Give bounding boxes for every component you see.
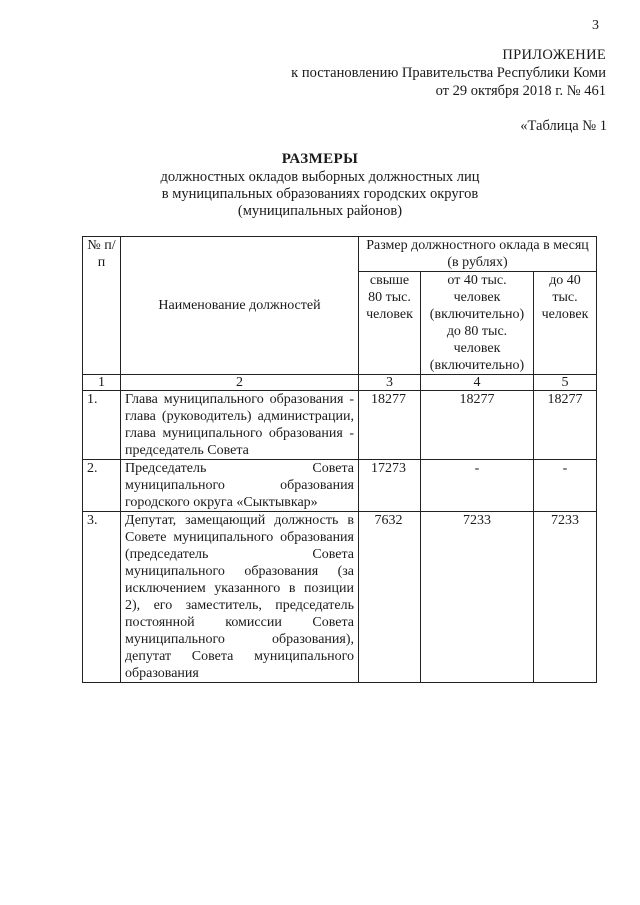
heading-title: РАЗМЕРЫ	[281, 151, 359, 167]
row-position-name: Депутат, замещающий должность в Совете муниципального образования (председатель Совета муниципального образования (за исключением указанного в позиции 2), его заместитель, председатель постоянной комиссии Совета муниципального образования), депутат Совета муниципального образования	[121, 512, 359, 683]
header-name: Наименование должностей	[121, 237, 359, 375]
document-heading	[0, 150, 640, 220]
appendix-line-2: от 29 октября 2018 г. № 461	[435, 83, 606, 99]
row-value-over-80: 7632	[359, 512, 421, 683]
header-over-80: свыше 80 тыс. человек	[359, 272, 421, 375]
table-row	[83, 460, 597, 512]
appendix-line-1: к постановлению Правительства Республики Коми	[291, 65, 606, 81]
heading-line-3: (муниципальных районов)	[237, 203, 403, 219]
index-cell: 2	[121, 375, 359, 391]
row-value-under-40: 18277	[534, 391, 597, 460]
table-header-row	[83, 237, 597, 272]
row-value-40-80: 7233	[421, 512, 534, 683]
page-number: 3	[592, 18, 599, 33]
appendix-block	[291, 46, 606, 100]
table-reference: «Таблица № 1	[520, 118, 607, 134]
row-number: 1.	[83, 391, 121, 460]
heading-line-1: должностных окладов выборных должностных лиц	[160, 169, 480, 185]
row-number: 2.	[83, 460, 121, 512]
index-cell: 4	[421, 375, 534, 391]
header-num: № п/п	[83, 237, 121, 375]
row-value-40-80: -	[421, 460, 534, 512]
row-value-under-40: 7233	[534, 512, 597, 683]
row-position-name: Председатель Совета муниципального образования городского округа «Сыктывкар»	[121, 460, 359, 512]
row-value-over-80: 18277	[359, 391, 421, 460]
salary-table	[82, 236, 597, 683]
row-value-40-80: 18277	[421, 391, 534, 460]
table-row	[83, 512, 597, 683]
header-under-40: до 40 тыс. человек	[534, 272, 597, 375]
row-value-over-80: 17273	[359, 460, 421, 512]
index-cell: 3	[359, 375, 421, 391]
heading-line-2: в муниципальных образованиях городских округов	[161, 186, 479, 202]
header-size-group: Размер должностного оклада в месяц (в рублях)	[359, 237, 597, 272]
table-row	[83, 391, 597, 460]
row-value-under-40: -	[534, 460, 597, 512]
row-position-name: Глава муниципального образования - глава (руководитель) администрации, глава муниципального образования - председатель Совета	[121, 391, 359, 460]
header-40-80: от 40 тыс. человек (включительно) до 80 тыс. человек (включительно)	[421, 272, 534, 375]
table-index-row	[83, 375, 597, 391]
index-cell: 1	[83, 375, 121, 391]
index-cell: 5	[534, 375, 597, 391]
row-number: 3.	[83, 512, 121, 683]
appendix-title: ПРИЛОЖЕНИЕ	[502, 47, 606, 63]
